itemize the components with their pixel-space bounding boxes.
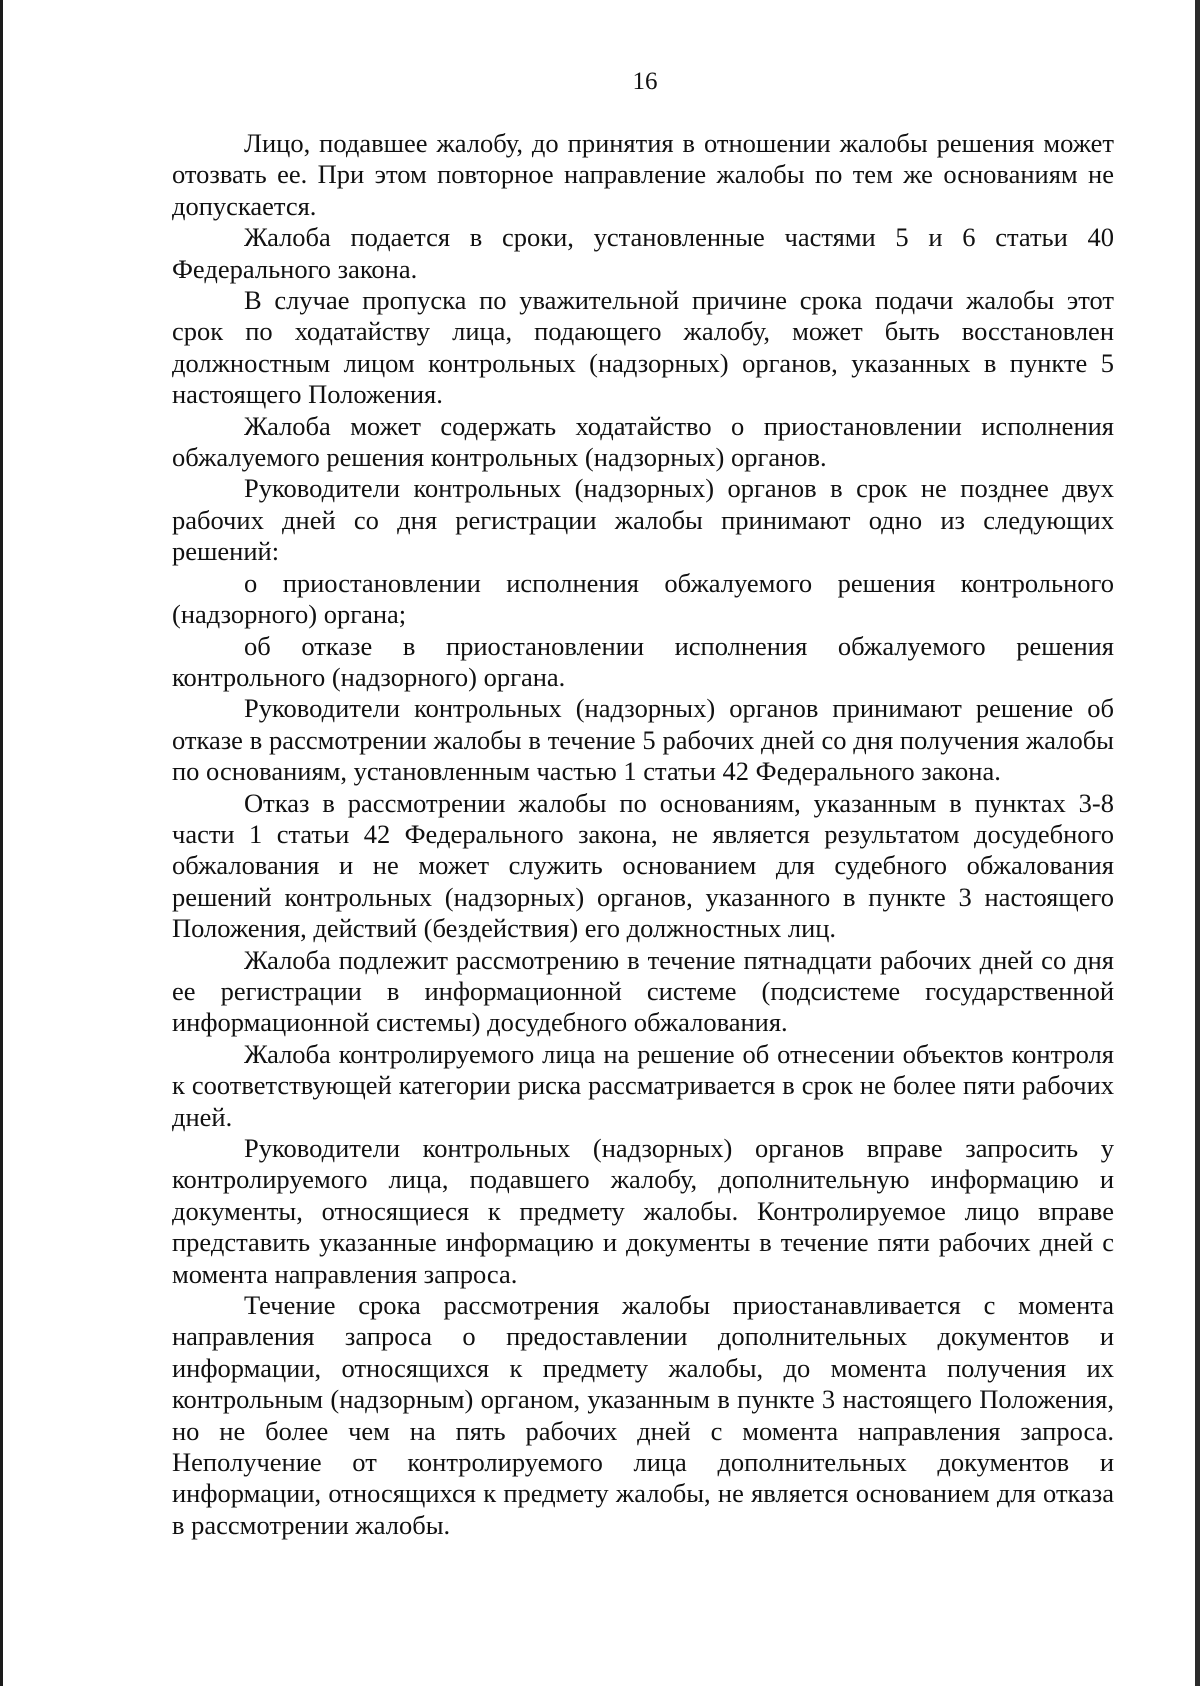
paragraph: Руководители контрольных (надзорных) органов вправе запросить у контролируемого лица, подавшего жалобу, дополнительную информацию и документы, относящиеся к предмету жалобы. Контролируемое лицо вправе представить указанные информацию и документы в течение пяти рабочих дней с момента направления запроса.	[172, 1133, 1114, 1289]
paragraph: Жалоба подлежит рассмотрению в течение пятнадцати рабочих дней со дня ее регистрации в информационной системе (подсистеме государственной информационной системы) досудебного обжалования.	[172, 944, 1114, 1038]
paragraph: Течение срока рассмотрения жалобы приостанавливается с момента направления запроса о предоставлении дополнительных документов и информации, относящихся к предмету жалобы, до момента получения их контрольным (надзорным) органом, указанным в пункте 3 настоящего Положения, но не более чем на пять рабочих дней с момента направления запроса. Неполучение от контролируемого лица дополнительных документов и информации, относящихся к предмету жалобы, не является основанием для отказа в рассмотрении жалобы.	[172, 1290, 1114, 1540]
paragraph: о приостановлении исполнения обжалуемого решения контрольного (надзорного) органа;	[172, 567, 1114, 630]
paragraph: Руководители контрольных (надзорных) органов принимают решение об отказе в рассмотрении жалобы в течение 5 рабочих дней со дня получения жалобы по основаниям, установленным частью 1 статьи 42 Федерального закона.	[172, 693, 1114, 787]
paragraph: об отказе в приостановлении исполнения обжалуемого решения контрольного (надзорного) органа.	[172, 630, 1114, 692]
paragraph: Лицо, подавшее жалобу, до принятия в отношении жалобы решения может отозвать ее. При этом повторное направление жалобы по тем же основаниям не допускается.	[172, 128, 1114, 221]
paragraph: Жалоба подается в сроки, установленные частями 5 и 6 статьи 40 Федерального закона.	[172, 222, 1114, 284]
page-number: 16	[632, 68, 658, 95]
paragraph: Отказ в рассмотрении жалобы по основаниям, указанным в пунктах 3-8 части 1 статьи 42 Федерального закона, не является результатом досудебного обжалования и не может служить основанием для судебного обжалования решений контрольных (надзорных) органов, указанного в пункте 3 настоящего Положения, действий (бездействия) его должностных лиц.	[172, 787, 1114, 944]
paragraph: Руководители контрольных (надзорных) органов в срок не позднее двух рабочих дней со дня регистрации жалобы принимают одно из следующих решений:	[172, 473, 1114, 567]
document-body	[172, 128, 1114, 1541]
paragraph: Жалоба контролируемого лица на решение об отнесении объектов контроля к соответствующей категории риска рассматривается в срок не более пяти рабочих дней.	[172, 1038, 1114, 1132]
paragraph: В случае пропуска по уважительной причине срока подачи жалобы этот срок по ходатайству лица, подающего жалобу, может быть восстановлен должностным лицом контрольных (надзорных) органов, указанных в пункте 5 настоящего Положения.	[172, 285, 1114, 410]
paragraph: Жалоба может содержать ходатайство о приостановлении исполнения обжалуемого решения контрольных (надзорных) органов.	[172, 410, 1114, 473]
